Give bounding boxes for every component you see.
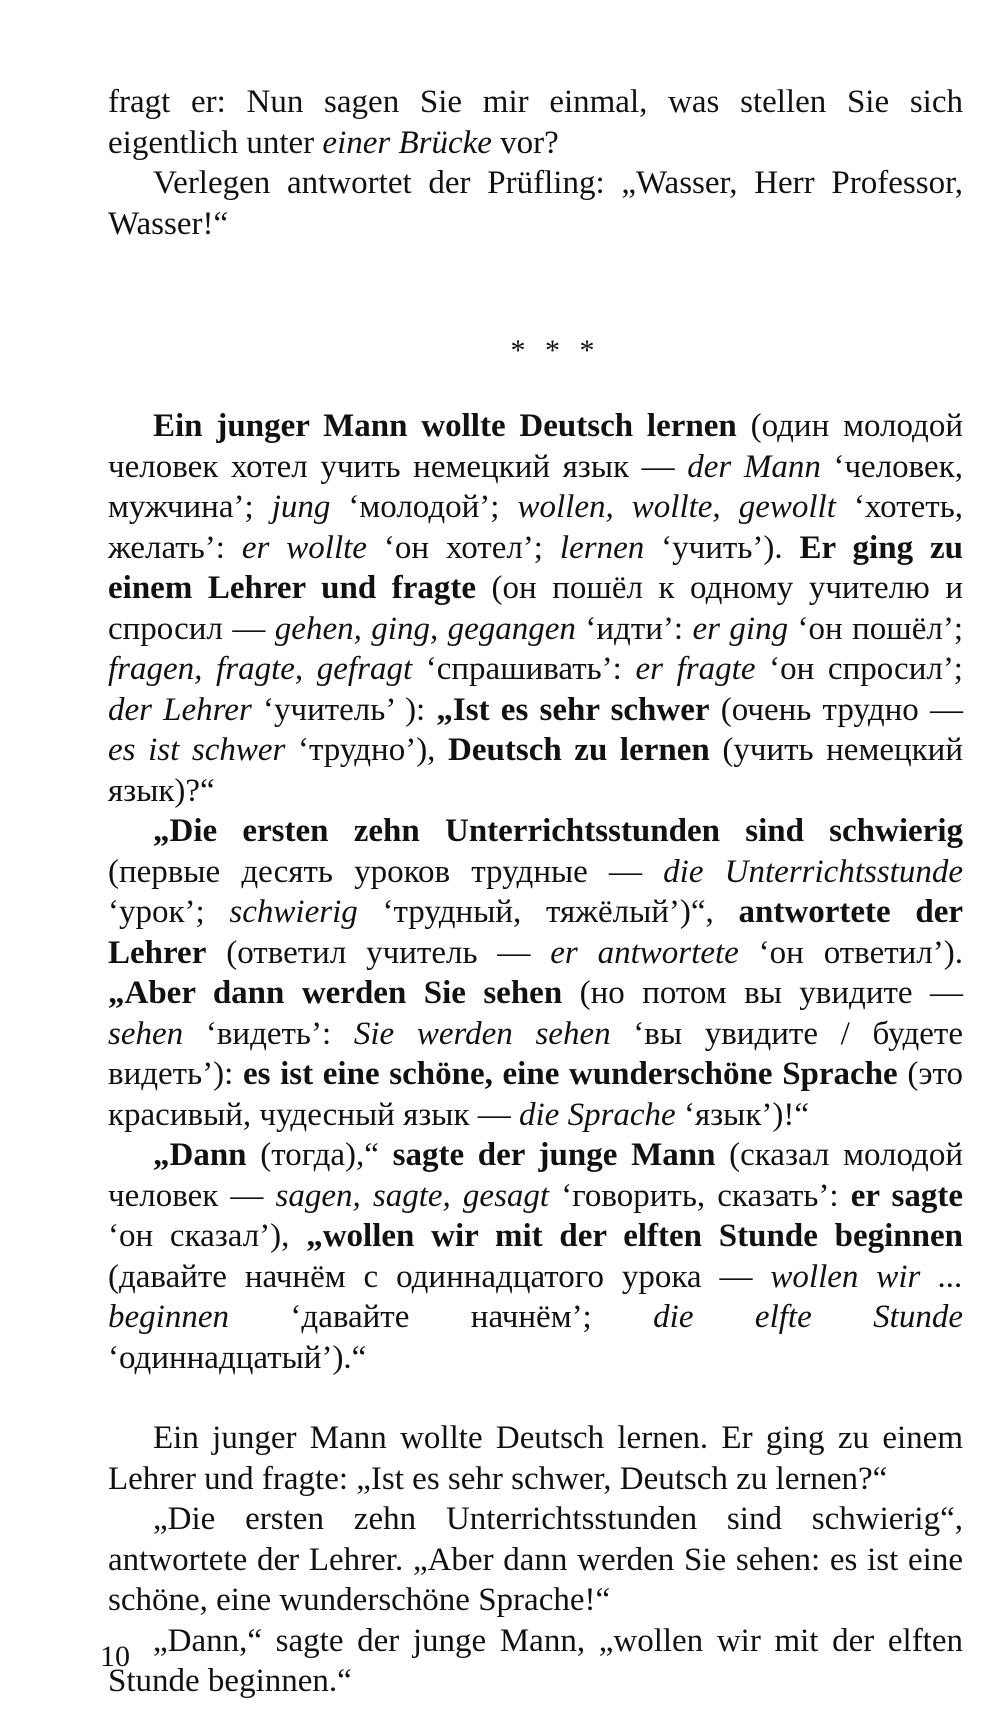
bold-run: „Dann — [153, 1137, 247, 1173]
text-run: (первые десять уроков трудные — — [108, 853, 664, 890]
text-run: (один молодой человек хотел учить немецкий язык — — [108, 408, 963, 485]
italic-run: der Lehrer — [108, 691, 252, 728]
italic-run: schwierig — [229, 894, 358, 930]
adapted-paragraph-1 — [108, 406, 963, 811]
italic-run: lernen — [559, 529, 645, 566]
text-run: ‘трудный, тяжёлый’)“, — [357, 894, 739, 930]
bold-run: er sagte — [850, 1177, 963, 1214]
text-run: ‘говорить, сказать’: — [549, 1177, 851, 1214]
text-run: ‘вы увидите / будете видеть’): — [108, 1015, 963, 1092]
text-run: ‘трудно’), — [285, 732, 449, 768]
italic-run: er fragte — [635, 651, 756, 687]
italic-run: wollen wir ... beginnen — [108, 1258, 963, 1335]
text-run: ‘спрашивать’: — [412, 651, 636, 687]
bold-run: es ist eine schöne, eine wunderschöne Sprache — [242, 1056, 898, 1092]
page-number: 10 — [100, 1640, 130, 1673]
adapted-paragraph-2 — [108, 811, 963, 1135]
text-run: (сказал молодой человек — — [108, 1137, 963, 1214]
bold-run: sagte der junge Mann — [392, 1137, 716, 1173]
italic-run: die Sprache — [519, 1096, 676, 1133]
text-run: (он пошёл к одному учителю и спросил — — [108, 570, 963, 647]
text-run: (но потом вы увидите — — [562, 975, 963, 1011]
text-run: ‘язык’)!“ — [675, 1096, 809, 1133]
text-run: ‘учить’). — [644, 529, 800, 566]
italic-run: die Unterrichtsstunde — [663, 853, 963, 890]
original-paragraph-1: Ein junger Mann wollte Deutsch lernen. Er ging zu einem Lehrer und fragte: „Ist es sehr schwer, Deutsch zu lernen?“ — [108, 1420, 963, 1497]
italic-run: einer Brücke — [322, 124, 492, 161]
text-run: vor? — [491, 124, 559, 161]
italic-run: es ist schwer — [108, 732, 286, 768]
text-run: (это красивый, чудесный язык — — [108, 1056, 964, 1133]
text-run: ‘он хотел’; — [366, 529, 560, 566]
adapted-text — [108, 406, 963, 1378]
text-run: ‘человек, мужчина’; — [108, 448, 963, 525]
text-run: ‘учитель’ ): — [251, 691, 437, 728]
bold-run: antwortete der Lehrer — [108, 894, 963, 971]
italic-run: er wollte — [241, 529, 367, 566]
italic-run: der Mann — [687, 448, 821, 485]
text-run: ‘он сказал’), — [108, 1218, 307, 1254]
prev-story-paragraph-1 — [108, 82, 963, 163]
original-text — [108, 1418, 963, 1702]
italic-run: fragen, fragte, gefragt — [108, 651, 413, 687]
text-run: (очень трудно — — [709, 691, 963, 728]
bold-run: „Die ersten zehn Unterrichtsstunden sind schwierig — [153, 813, 963, 849]
bold-run: Er ging zu einem Lehrer und fragte — [108, 529, 964, 606]
text-run: ‘молодой’; — [330, 489, 518, 525]
original-paragraph-3: „Dann,“ sagte der junge Mann, „wollen wir mit der elften Stunde beginnen.“ — [108, 1622, 963, 1699]
italic-run: Sie werden sehen — [353, 1015, 611, 1052]
text-run: ‘одиннадцатый’).“ — [108, 1339, 367, 1376]
bold-run: Ein junger Mann wollte Deutsch lernen — [153, 408, 737, 444]
prev-story-paragraph-2: Verlegen antwortet der Prüfling: „Wasser, Herr Professor, Wasser!“ — [108, 165, 963, 242]
bold-run: Deutsch zu lernen — [448, 732, 710, 768]
text-run: ‘он ответил’). — [738, 934, 963, 971]
section-separator: * * * — [510, 334, 601, 367]
italic-run: er ging — [692, 610, 789, 647]
text-run: ‘он пошёл’; — [788, 610, 963, 647]
bold-run: „Ist es sehr schwer — [436, 691, 710, 728]
italic-run: wollen, wollte, gewollt — [517, 489, 836, 525]
italic-run: gehen, ging, gegangen — [274, 610, 576, 647]
adapted-paragraph-3 — [108, 1135, 963, 1378]
text-run: (учить немецкий язык)?“ — [108, 732, 963, 809]
italic-run: die elfte Stunde — [653, 1299, 963, 1335]
text-run: ‘хотеть, желать’: — [108, 489, 963, 566]
text-run: ‘он спросил’; — [755, 651, 963, 687]
text-run: (давайте начнём с одиннадцатого урока — — [108, 1258, 771, 1295]
text-run: (тогда),“ — [246, 1137, 393, 1173]
text-run: (ответил учитель — — [206, 934, 551, 971]
italic-run: er antwortete — [550, 934, 739, 971]
text-run: ‘урок’; — [108, 894, 230, 930]
page-body — [108, 82, 963, 1702]
text-run: ‘идти’: — [575, 610, 693, 647]
text-run: ‘видеть’: — [183, 1015, 354, 1052]
text-run: ‘давайте начнём’; — [228, 1299, 654, 1335]
original-paragraph-2: „Die ersten zehn Unterrichtsstunden sind schwierig“, antwortete der Lehrer. „Aber dann werden Sie sehen: es ist eine schöne, eine wunderschöne Sprache!“ — [108, 1501, 963, 1618]
italic-run: jung — [271, 489, 331, 525]
bold-run: „wollen wir mit der elften Stunde beginnen — [306, 1218, 963, 1254]
italic-run: sehen — [108, 1015, 184, 1052]
bold-run: „Aber dann werden Sie sehen — [108, 975, 563, 1011]
text-run: fragt er: Nun sagen Sie mir einmal, was stellen Sie sich eigentlich unter — [108, 84, 963, 161]
italic-run: sagen, sagte, gesagt — [275, 1177, 550, 1214]
